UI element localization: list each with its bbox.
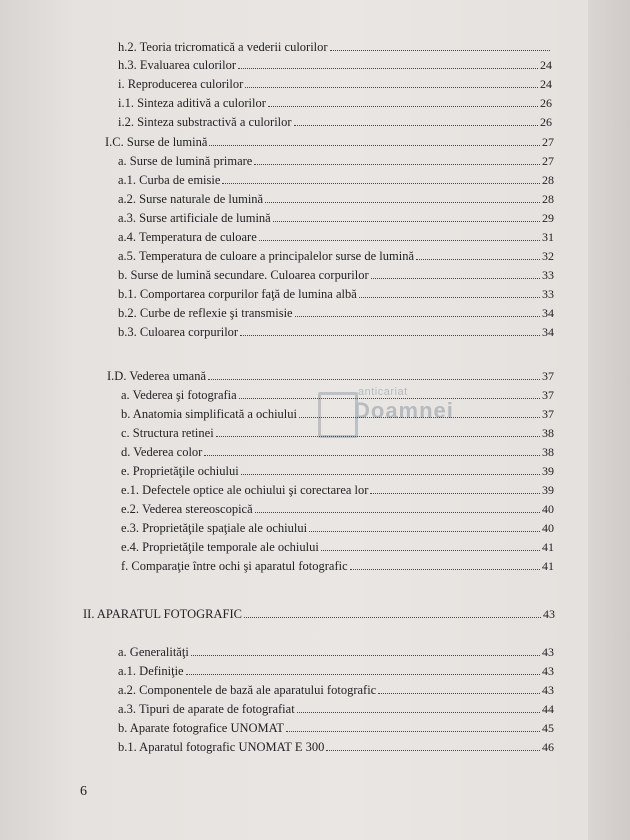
toc-entry-page: 41 bbox=[542, 540, 554, 554]
toc-entry bbox=[118, 113, 552, 131]
toc-entry-label: a. Generalităţi bbox=[118, 645, 189, 659]
toc-entry-page: 28 bbox=[542, 192, 554, 206]
toc-section-heading bbox=[107, 367, 554, 385]
toc-entry-label: I.D. Vederea umană bbox=[107, 369, 207, 383]
toc-leader-dots bbox=[378, 682, 540, 694]
toc-entry-label: e.2. Vederea stereoscopică bbox=[121, 502, 253, 516]
toc-entry-page: 41 bbox=[542, 559, 554, 573]
toc-entry-page: 32 bbox=[542, 249, 554, 263]
watermark-line2: Doamnei bbox=[354, 398, 454, 423]
toc-entry-label: b. Aparate fotografice UNOMAT bbox=[118, 721, 284, 735]
toc-leader-dots bbox=[209, 134, 540, 146]
toc-entry bbox=[121, 481, 554, 499]
toc-entry bbox=[118, 662, 554, 680]
toc-leader-dots bbox=[321, 539, 540, 551]
toc-entry-label: c. Structura retinei bbox=[121, 426, 214, 440]
toc-entry-page: 37 bbox=[542, 407, 554, 421]
toc-entry-label: i. Reproducerea culorilor bbox=[118, 77, 244, 91]
toc-entry-page: 46 bbox=[542, 740, 554, 754]
toc-leader-dots bbox=[216, 425, 540, 437]
toc-entry-label: b.1. Comportarea corpurilor faţă de lumina albă bbox=[118, 287, 357, 301]
toc-entry bbox=[118, 247, 554, 265]
toc-entry bbox=[118, 285, 554, 303]
toc-entry-label: a. Vederea şi fotografia bbox=[121, 388, 237, 402]
toc-leader-dots bbox=[299, 406, 540, 418]
toc-entry bbox=[118, 738, 554, 756]
toc-entry bbox=[118, 75, 552, 93]
toc-leader-dots bbox=[240, 324, 540, 336]
toc-leader-dots bbox=[265, 191, 540, 203]
toc-entry-page: 26 bbox=[540, 115, 552, 129]
toc-entry-label: e.4. Proprietăţile temporale ale ochiului bbox=[121, 540, 319, 554]
toc-entry-page: 27 bbox=[542, 154, 554, 168]
toc-entry bbox=[121, 462, 554, 480]
toc-entry-page: 45 bbox=[542, 721, 554, 735]
toc-entry-page: 43 bbox=[542, 683, 554, 697]
toc-entry-label: a.1. Curba de emisie bbox=[118, 173, 221, 187]
toc-entry-page: 40 bbox=[542, 521, 554, 535]
toc-leader-dots bbox=[238, 57, 538, 69]
toc-leader-dots bbox=[204, 444, 540, 456]
toc-leader-dots bbox=[326, 739, 540, 751]
toc-entry-page: 24 bbox=[540, 58, 552, 72]
toc-entry-page: 37 bbox=[542, 369, 554, 383]
toc-entry bbox=[121, 519, 554, 537]
toc-entry-page: 38 bbox=[542, 426, 554, 440]
toc-leader-dots bbox=[350, 558, 540, 570]
toc-entry bbox=[118, 94, 552, 112]
toc-entry-page: 43 bbox=[543, 607, 555, 621]
toc-leader-dots bbox=[239, 387, 540, 399]
toc-leader-dots bbox=[330, 39, 550, 51]
toc-entry-label: a. Surse de lumină primare bbox=[118, 154, 253, 168]
toc-entry bbox=[118, 190, 554, 208]
toc-leader-dots bbox=[259, 229, 540, 241]
toc-leader-dots bbox=[241, 463, 540, 475]
toc-entry-label: a.2. Surse naturale de lumină bbox=[118, 192, 264, 206]
toc-leader-dots bbox=[273, 210, 540, 222]
toc-entry bbox=[118, 643, 554, 661]
toc-entry-label: h.2. Teoria tricromatică a vederii culorilor bbox=[118, 40, 328, 54]
toc-entry-page: 38 bbox=[542, 445, 554, 459]
toc-entry-page: 33 bbox=[542, 287, 554, 301]
toc-leader-dots bbox=[254, 153, 540, 165]
toc-entry-label: b.2. Curbe de reflexie şi transmisie bbox=[118, 306, 293, 320]
toc-entry-page: 31 bbox=[542, 230, 554, 244]
toc-leader-dots bbox=[245, 76, 538, 88]
toc-entry-label: a.1. Definiţie bbox=[118, 664, 184, 678]
toc-entry-page: 27 bbox=[542, 135, 554, 149]
toc-entry-label: b.1. Aparatul fotografic UNOMAT E 300 bbox=[118, 740, 325, 754]
toc-entry-page: 39 bbox=[542, 483, 554, 497]
toc-entry-label: f. Comparaţie între ochi şi aparatul fotografic bbox=[121, 559, 348, 573]
toc-entry bbox=[118, 719, 554, 737]
toc-entry-label: i.2. Sinteza substractivă a culorilor bbox=[118, 115, 292, 129]
toc-entry-label: i.1. Sinteza aditivă a culorilor bbox=[118, 96, 266, 110]
toc-entry bbox=[121, 443, 554, 461]
toc-entry bbox=[118, 209, 554, 227]
toc-leader-dots bbox=[286, 720, 540, 732]
toc-entry bbox=[118, 38, 552, 56]
toc-entry-label: a.3. Tipuri de aparate de fotografiat bbox=[118, 702, 295, 716]
toc-entry-label: h.3. Evaluarea culorilor bbox=[118, 58, 237, 72]
toc-leader-dots bbox=[255, 501, 540, 513]
toc-entry-page: 34 bbox=[542, 325, 554, 339]
toc-entry bbox=[118, 700, 554, 718]
toc-leader-dots bbox=[371, 267, 540, 279]
toc-leader-dots bbox=[297, 701, 540, 713]
toc-leader-dots bbox=[416, 248, 540, 260]
toc-entry-page: 37 bbox=[542, 388, 554, 402]
toc-leader-dots bbox=[186, 663, 540, 675]
watermark-line1: anticariat bbox=[358, 386, 408, 398]
toc-leader-dots bbox=[359, 286, 540, 298]
toc-entry bbox=[121, 405, 554, 423]
toc-leader-dots bbox=[244, 606, 541, 618]
toc-leader-dots bbox=[268, 95, 538, 107]
toc-entry-page: 39 bbox=[542, 464, 554, 478]
toc-leader-dots bbox=[370, 482, 540, 494]
toc-entry-page: 26 bbox=[540, 96, 552, 110]
toc-entry-label: a.4. Temperatura de culoare bbox=[118, 230, 257, 244]
toc-entry-label: a.5. Temperatura de culoare a principalelor surse de lumină bbox=[118, 249, 414, 263]
toc-entry-label: e. Proprietăţile ochiului bbox=[121, 464, 239, 478]
toc-entry bbox=[121, 424, 554, 442]
toc-leader-dots bbox=[294, 114, 538, 126]
toc-entry bbox=[118, 266, 554, 284]
toc-entry-page: 44 bbox=[542, 702, 554, 716]
toc-entry-page: 33 bbox=[542, 268, 554, 282]
toc-entry-page: 34 bbox=[542, 306, 554, 320]
toc-entry-page: 24 bbox=[540, 77, 552, 91]
toc-entry bbox=[118, 681, 554, 699]
toc-entry bbox=[118, 152, 554, 170]
toc-leader-dots bbox=[191, 644, 540, 656]
toc-leader-dots bbox=[309, 520, 540, 532]
toc-entry bbox=[118, 228, 554, 246]
toc-entry-label: II. APARATUL FOTOGRAFIC bbox=[83, 607, 242, 621]
toc-entry-label: d. Vederea color bbox=[121, 445, 203, 459]
toc-entry bbox=[121, 557, 554, 575]
toc-entry-label: b.3. Culoarea corpurilor bbox=[118, 325, 239, 339]
toc-leader-dots bbox=[208, 368, 540, 380]
toc-leader-dots bbox=[222, 172, 540, 184]
toc-entry bbox=[118, 323, 554, 341]
toc-entry bbox=[118, 171, 554, 189]
toc-entry bbox=[118, 56, 552, 74]
toc-entry-page: 29 bbox=[542, 211, 554, 225]
toc-section-heading bbox=[105, 133, 554, 151]
toc-entry-label: e.3. Proprietăţile spaţiale ale ochiului bbox=[121, 521, 308, 535]
toc-entry-label: a.3. Surse artificiale de lumină bbox=[118, 211, 271, 225]
toc-entry-label: a.2. Componentele de bază ale aparatului fotografic bbox=[118, 683, 377, 697]
toc-entry bbox=[118, 304, 554, 322]
toc-entry-label: b. Anatomia simplificată a ochiului bbox=[121, 407, 298, 421]
toc-entry-page: 28 bbox=[542, 173, 554, 187]
toc-entry bbox=[121, 500, 554, 518]
toc-leader-dots bbox=[295, 305, 540, 317]
toc-entry bbox=[121, 538, 554, 556]
toc-entry bbox=[121, 386, 554, 404]
toc-entry-label: e.1. Defectele optice ale ochiului şi corectarea lor bbox=[121, 483, 369, 497]
toc-entry-page: 43 bbox=[542, 664, 554, 678]
toc-entry-label: b. Surse de lumină secundare. Culoarea corpurilor bbox=[118, 268, 369, 282]
toc-entry-label: I.C. Surse de lumină bbox=[105, 135, 208, 149]
toc-entry-page: 43 bbox=[542, 645, 554, 659]
toc-chapter-heading bbox=[83, 605, 555, 623]
toc-entry-page: 40 bbox=[542, 502, 554, 516]
page-number: 6 bbox=[80, 784, 87, 799]
